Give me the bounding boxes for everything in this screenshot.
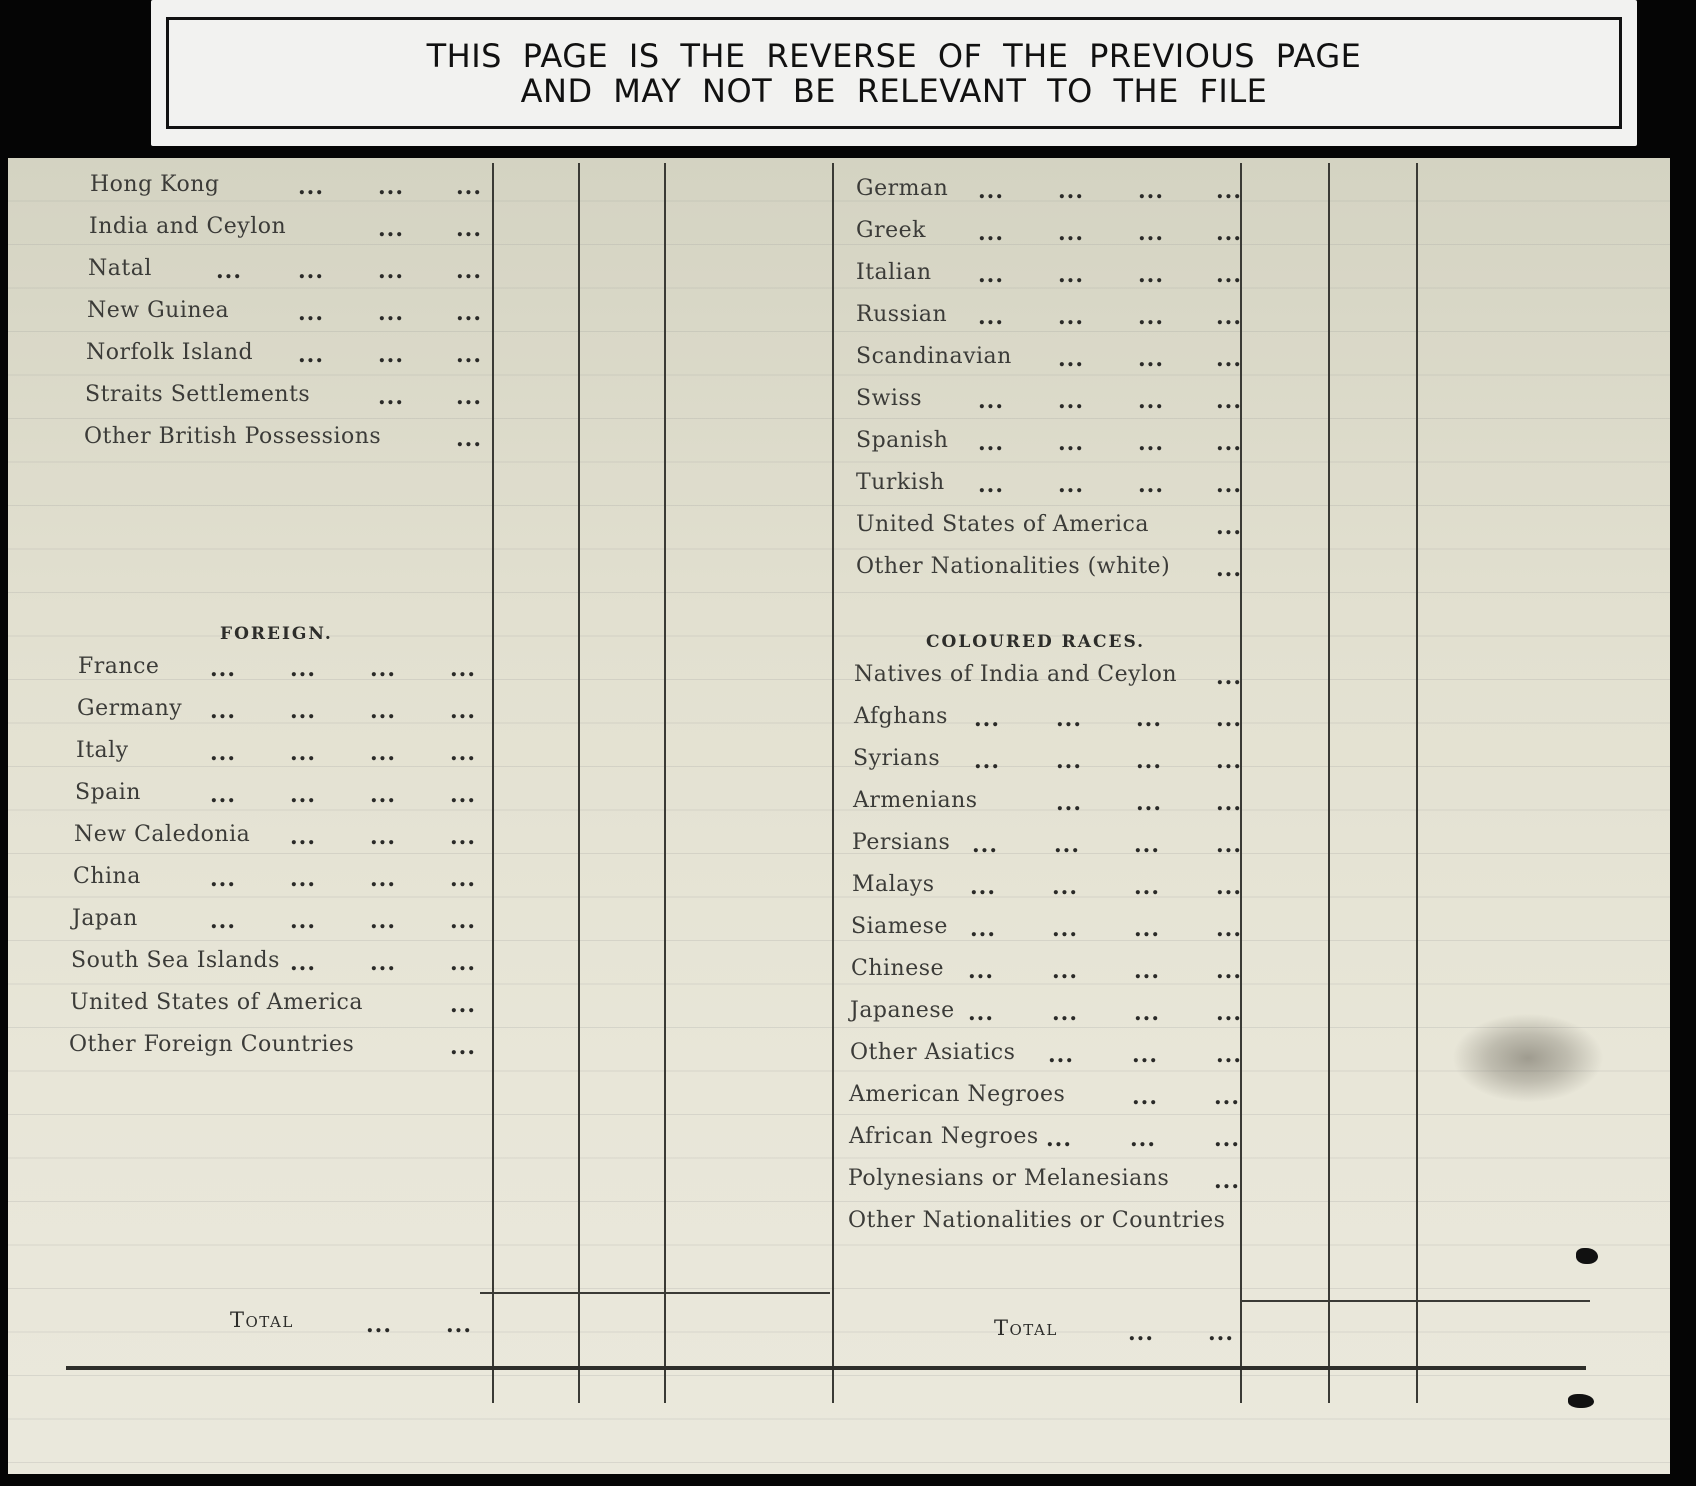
leader-dots: ... xyxy=(1056,790,1082,816)
ledger-page xyxy=(8,158,1670,1474)
row-label: New Caledonia xyxy=(74,822,251,847)
row-label: American Negroes xyxy=(849,1082,1066,1107)
leader-dots: ... xyxy=(290,824,316,850)
leader-dots: ... xyxy=(1138,262,1164,288)
row-label: Norfolk Island xyxy=(86,340,254,365)
leader-dots: ... xyxy=(456,426,482,452)
row-label: African Negroes xyxy=(849,1124,1039,1149)
leader-dots: ... xyxy=(1052,916,1078,942)
leader-dots: ... xyxy=(1058,178,1084,204)
leader-dots: ... xyxy=(1058,430,1084,456)
leader-dots: ... xyxy=(1052,1000,1078,1026)
leader-dots: ... xyxy=(1216,178,1242,204)
column-rule xyxy=(832,163,834,1403)
leader-dots: ... xyxy=(1214,1084,1240,1110)
leader-dots: ... xyxy=(978,430,1004,456)
leader-dots: ... xyxy=(1058,304,1084,330)
ink-mark xyxy=(1568,1394,1594,1408)
leader-dots: ... xyxy=(978,220,1004,246)
leader-dots: ... xyxy=(1048,1042,1074,1068)
row-label: Other Nationalities or Countries xyxy=(848,1208,1226,1233)
row-label: China xyxy=(73,864,141,889)
leader-dots: ... xyxy=(1134,958,1160,984)
row-label: Swiss xyxy=(856,386,923,411)
leader-dots: ... xyxy=(456,342,482,368)
leader-dots: ... xyxy=(210,782,236,808)
row-label: Turkish xyxy=(856,470,945,495)
leader-dots: ... xyxy=(378,300,404,326)
row-label: Afghans xyxy=(854,704,948,729)
leader-dots: ... xyxy=(1216,346,1242,372)
leader-dots: ... xyxy=(216,258,242,284)
ink-mark xyxy=(1576,1248,1598,1264)
leader-dots: ... xyxy=(978,178,1004,204)
leader-dots: ... xyxy=(968,958,994,984)
leader-dots: ... xyxy=(978,388,1004,414)
column-rule xyxy=(492,163,494,1403)
leader-dots: ... xyxy=(450,1034,476,1060)
row-label: United States of America xyxy=(856,512,1149,537)
row-label: Natives of India and Ceylon xyxy=(854,662,1178,687)
leader-dots: ... xyxy=(1216,556,1242,582)
row-label: Siamese xyxy=(851,914,948,939)
row-label: Spanish xyxy=(856,428,949,453)
leader-dots: ... xyxy=(450,656,476,682)
leader-dots: ... xyxy=(1216,916,1242,942)
row-label: Malays xyxy=(852,872,935,897)
leader-dots: ... xyxy=(1216,1000,1242,1026)
leader-dots: ... xyxy=(978,472,1004,498)
leader-dots: ... xyxy=(1134,1000,1160,1026)
leader-dots: ... xyxy=(1138,304,1164,330)
leader-dots: ... xyxy=(1138,346,1164,372)
leader-dots: ... xyxy=(1136,790,1162,816)
leader-dots: ... xyxy=(1208,1320,1234,1346)
leader-dots: ... xyxy=(1216,472,1242,498)
leader-dots: ... xyxy=(210,908,236,934)
leader-dots: ... xyxy=(290,656,316,682)
row-label: Greek xyxy=(856,218,926,243)
leader-dots: ... xyxy=(1134,832,1160,858)
leader-dots: ... xyxy=(1058,346,1084,372)
leader-dots: ... xyxy=(378,258,404,284)
leader-dots: ... xyxy=(370,824,396,850)
leader-dots: ... xyxy=(1138,178,1164,204)
row-label: Armenians xyxy=(853,788,978,813)
row-label: South Sea Islands xyxy=(71,948,280,973)
row-label: New Guinea xyxy=(87,298,230,323)
row-label: Japan xyxy=(72,906,138,931)
leader-dots: ... xyxy=(210,866,236,892)
leader-dots: ... xyxy=(1216,262,1242,288)
leader-dots: ... xyxy=(1216,514,1242,540)
leader-dots: ... xyxy=(290,740,316,766)
row-label: Russian xyxy=(856,302,948,327)
row-label: Other Foreign Countries xyxy=(69,1032,355,1057)
column-rule xyxy=(1416,163,1418,1403)
row-label: India and Ceylon xyxy=(89,214,287,239)
leader-dots: ... xyxy=(290,908,316,934)
row-label: Japanese xyxy=(850,998,955,1023)
leader-dots: ... xyxy=(974,706,1000,732)
leader-dots: ... xyxy=(378,342,404,368)
leader-dots: ... xyxy=(290,950,316,976)
row-label: Hong Kong xyxy=(90,172,220,197)
leader-dots: ... xyxy=(1216,430,1242,456)
leader-dots: ... xyxy=(970,874,996,900)
leader-dots: ... xyxy=(1056,748,1082,774)
leader-dots: ... xyxy=(970,916,996,942)
leader-dots: ... xyxy=(290,782,316,808)
leader-dots: ... xyxy=(1052,958,1078,984)
leader-dots: ... xyxy=(1216,958,1242,984)
row-label: Syrians xyxy=(853,746,941,771)
right-total-label: Total xyxy=(994,1316,1058,1340)
leader-dots: ... xyxy=(456,216,482,242)
leader-dots: ... xyxy=(456,174,482,200)
leader-dots: ... xyxy=(1128,1320,1154,1346)
leader-dots: ... xyxy=(450,824,476,850)
leader-dots: ... xyxy=(450,782,476,808)
leader-dots: ... xyxy=(1214,1168,1240,1194)
leader-dots: ... xyxy=(298,342,324,368)
row-label: German xyxy=(856,176,949,201)
row-label: Spain xyxy=(75,780,141,805)
leader-dots: ... xyxy=(1058,220,1084,246)
coloured-races-heading: COLOURED RACES. xyxy=(926,632,1146,652)
leader-dots: ... xyxy=(298,258,324,284)
notice-line-1: THIS PAGE IS THE REVERSE OF THE PREVIOUS PAGE xyxy=(426,37,1362,75)
leader-dots: ... xyxy=(370,656,396,682)
leader-dots: ... xyxy=(456,258,482,284)
leader-dots: ... xyxy=(1134,916,1160,942)
leader-dots: ... xyxy=(378,216,404,242)
row-label: Germany xyxy=(77,696,183,721)
leader-dots: ... xyxy=(370,866,396,892)
leader-dots: ... xyxy=(370,740,396,766)
leader-dots: ... xyxy=(1058,472,1084,498)
leader-dots: ... xyxy=(446,1312,472,1338)
leader-dots: ... xyxy=(378,174,404,200)
leader-dots: ... xyxy=(450,698,476,724)
leader-dots: ... xyxy=(1056,706,1082,732)
row-label: United States of America xyxy=(70,990,363,1015)
row-label: Other Asiatics xyxy=(850,1040,1016,1065)
column-rule xyxy=(1328,163,1330,1403)
leader-dots: ... xyxy=(1216,1042,1242,1068)
leader-dots: ... xyxy=(210,698,236,724)
leader-dots: ... xyxy=(1136,748,1162,774)
notice-line-2: AND MAY NOT BE RELEVANT TO THE FILE xyxy=(520,72,1268,110)
leader-dots: ... xyxy=(1132,1042,1158,1068)
leader-dots: ... xyxy=(1058,388,1084,414)
bottom-rule xyxy=(66,1366,1586,1370)
leader-dots: ... xyxy=(978,262,1004,288)
leader-dots: ... xyxy=(1134,874,1160,900)
row-label: Straits Settlements xyxy=(85,382,311,407)
row-label: Other Nationalities (white) xyxy=(856,554,1171,579)
leader-dots: ... xyxy=(378,384,404,410)
column-rule xyxy=(578,163,580,1403)
row-label: Italian xyxy=(856,260,932,285)
leader-dots: ... xyxy=(1130,1126,1156,1152)
leader-dots: ... xyxy=(968,1000,994,1026)
leader-dots: ... xyxy=(1216,664,1242,690)
leader-dots: ... xyxy=(450,740,476,766)
leader-dots: ... xyxy=(1216,706,1242,732)
leader-dots: ... xyxy=(450,992,476,1018)
leader-dots: ... xyxy=(1054,832,1080,858)
row-label: France xyxy=(78,654,160,679)
leader-dots: ... xyxy=(1216,748,1242,774)
row-label: Persians xyxy=(852,830,951,855)
leader-dots: ... xyxy=(1216,874,1242,900)
leader-dots: ... xyxy=(1216,388,1242,414)
leader-dots: ... xyxy=(1046,1126,1072,1152)
leader-dots: ... xyxy=(456,384,482,410)
leader-dots: ... xyxy=(972,832,998,858)
leader-dots: ... xyxy=(1216,304,1242,330)
leader-dots: ... xyxy=(370,782,396,808)
leader-dots: ... xyxy=(1052,874,1078,900)
leader-dots: ... xyxy=(1138,220,1164,246)
leader-dots: ... xyxy=(1216,790,1242,816)
leader-dots: ... xyxy=(1214,1126,1240,1152)
leader-dots: ... xyxy=(1216,220,1242,246)
leader-dots: ... xyxy=(978,304,1004,330)
row-label: Natal xyxy=(88,256,152,281)
leader-dots: ... xyxy=(366,1312,392,1338)
leader-dots: ... xyxy=(974,748,1000,774)
leader-dots: ... xyxy=(210,656,236,682)
leader-dots: ... xyxy=(1216,832,1242,858)
leader-dots: ... xyxy=(450,908,476,934)
row-label: Other British Possessions xyxy=(84,424,382,449)
leader-dots: ... xyxy=(1138,430,1164,456)
leader-dots: ... xyxy=(456,300,482,326)
leader-dots: ... xyxy=(370,950,396,976)
leader-dots: ... xyxy=(1058,262,1084,288)
leader-dots: ... xyxy=(1136,706,1162,732)
row-label: Scandinavian xyxy=(856,344,1012,369)
row-label: Italy xyxy=(76,738,129,763)
left-total-label: Total xyxy=(230,1308,294,1332)
foreign-heading: FOREIGN. xyxy=(220,624,333,644)
reverse-page-notice xyxy=(151,0,1637,146)
leader-dots: ... xyxy=(1138,388,1164,414)
row-label: Chinese xyxy=(851,956,945,981)
row-label: Polynesians or Melanesians xyxy=(848,1166,1170,1191)
leader-dots: ... xyxy=(298,300,324,326)
total-rule xyxy=(480,1292,830,1294)
total-rule xyxy=(1240,1300,1590,1302)
leader-dots: ... xyxy=(290,698,316,724)
column-rule xyxy=(664,163,666,1403)
leader-dots: ... xyxy=(210,740,236,766)
leader-dots: ... xyxy=(450,866,476,892)
leader-dots: ... xyxy=(1132,1084,1158,1110)
leader-dots: ... xyxy=(450,950,476,976)
leader-dots: ... xyxy=(298,174,324,200)
leader-dots: ... xyxy=(1138,472,1164,498)
leader-dots: ... xyxy=(290,866,316,892)
leader-dots: ... xyxy=(370,908,396,934)
leader-dots: ... xyxy=(370,698,396,724)
